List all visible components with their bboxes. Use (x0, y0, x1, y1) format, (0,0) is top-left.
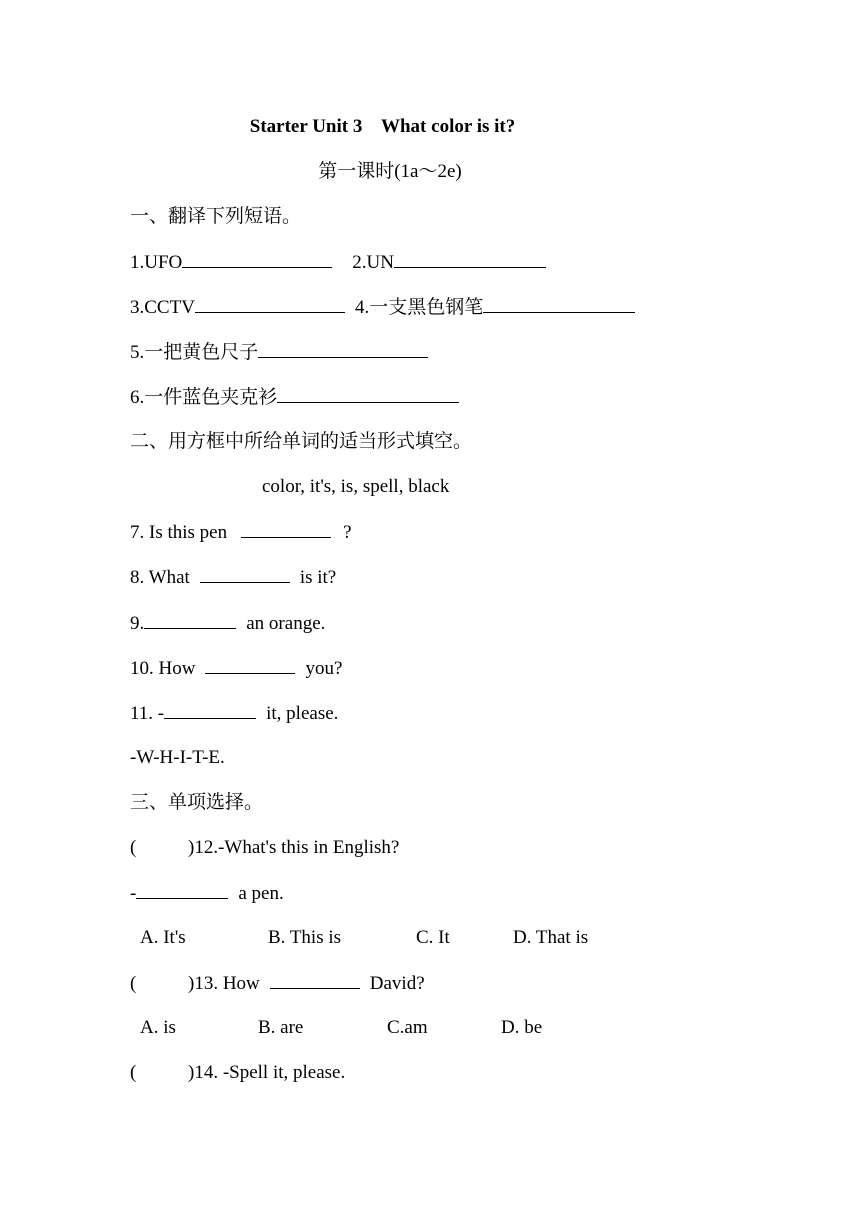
question-row-7 (130, 519, 352, 546)
question-13-text: 13. How (194, 973, 260, 994)
question-7-text: 7. Is this pen (130, 522, 228, 543)
answer-blank-12[interactable] (136, 880, 228, 899)
question-8-end: is it? (299, 567, 337, 588)
question-row-12 (130, 835, 399, 861)
question-11-text: 11. - (130, 703, 165, 724)
option-13-c[interactable]: C.am (387, 1017, 428, 1038)
section-heading-2: 二、用方框中所给单词的适当形式填空。 (130, 431, 473, 452)
question-12-text: 12.-What's this in English? (194, 837, 400, 858)
question-7-end: ? (343, 522, 352, 543)
option-13-d[interactable]: D. be (501, 1017, 543, 1038)
answer-blank-13[interactable] (270, 970, 360, 989)
question-4-label: 4.一支黑色钢笔 (354, 297, 484, 318)
question-row-1-2 (130, 249, 546, 276)
answer-paren-close-12[interactable]: ) (188, 837, 195, 858)
question-row-3-4 (130, 294, 635, 321)
option-12-c[interactable]: C. It (416, 927, 450, 948)
question-12-reply (130, 880, 284, 907)
answer-paren-open-13: ( (130, 973, 137, 994)
question-11-answer: -W-H-I-T-E. (130, 747, 225, 768)
question-row-11 (130, 700, 338, 727)
question-13-end: David? (369, 973, 425, 994)
question-9-text: 9. (130, 613, 145, 634)
answer-paren-close-14[interactable]: ) (188, 1062, 195, 1083)
option-13-a[interactable]: A. is (140, 1017, 176, 1038)
question-14-text: 14. -Spell it, please. (194, 1062, 346, 1083)
question-9-end: an orange. (246, 613, 326, 634)
question-row-13 (130, 970, 425, 997)
answer-paren-open-12: ( (130, 837, 137, 858)
question-8-text: 8. What (130, 567, 190, 588)
answer-blank-5[interactable] (258, 339, 428, 358)
word-box: color, it's, is, spell, black (262, 476, 450, 497)
answer-paren-close-13[interactable]: ) (188, 973, 195, 994)
answer-blank-11[interactable] (164, 700, 256, 719)
question-12-reply-dash: - (130, 883, 137, 904)
answer-blank-2[interactable] (394, 249, 546, 268)
question-10-text: 10. How (130, 658, 196, 679)
section-heading-1: 一、翻译下列短语。 (130, 206, 302, 227)
question-10-end: you? (305, 658, 343, 679)
answer-blank-10[interactable] (205, 655, 295, 674)
option-12-d[interactable]: D. That is (513, 927, 589, 948)
answer-blank-4[interactable] (483, 294, 635, 313)
question-11-end: it, please. (266, 703, 339, 724)
answer-blank-3[interactable] (195, 294, 345, 313)
answer-blank-1[interactable] (182, 249, 332, 268)
question-6-label: 6.一件蓝色夹克衫 (130, 387, 278, 408)
lesson-subtitle: 第一课时(1a～2e) (318, 161, 462, 182)
question-5-label: 5.一把黄色尺子 (130, 342, 259, 363)
answer-blank-9[interactable] (144, 610, 236, 629)
option-12-b[interactable]: B. This is (268, 927, 342, 948)
page-title: Starter Unit 3 What color is it? (249, 116, 516, 137)
question-3-label: 3.CCTV (130, 297, 195, 318)
question-row-5 (130, 339, 428, 366)
answer-blank-6[interactable] (277, 384, 459, 403)
option-12-a[interactable]: A. It's (140, 927, 186, 948)
question-row-6 (130, 384, 459, 411)
option-13-b[interactable]: B. are (258, 1017, 304, 1038)
question-12-reply-end: a pen. (238, 883, 284, 904)
question-2-label: 2.UN (352, 252, 394, 273)
question-row-10 (130, 655, 342, 682)
answer-blank-7[interactable] (241, 519, 331, 538)
answer-blank-8[interactable] (200, 564, 290, 583)
question-row-14 (130, 1060, 345, 1086)
question-1-label: 1.UFO (130, 252, 183, 273)
section-heading-3: 三、单项选择。 (130, 792, 264, 813)
question-row-9 (130, 610, 325, 637)
question-row-8 (130, 564, 336, 591)
answer-paren-open-14: ( (130, 1062, 137, 1083)
